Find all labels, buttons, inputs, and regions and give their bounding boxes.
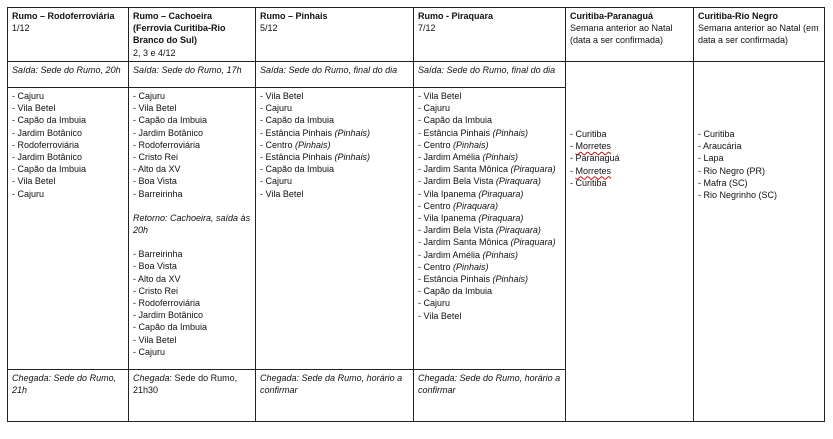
stop-name: Cajuru	[17, 188, 45, 199]
stop-list	[260, 90, 409, 200]
stop-name: Rio Negro (PR)	[703, 165, 766, 176]
route-list	[698, 64, 820, 201]
stop-name: Jardim Santa Mônica	[423, 164, 511, 175]
stop-item	[698, 189, 820, 201]
bullet-dash: -	[570, 129, 576, 139]
stop-item	[418, 102, 561, 114]
stop-item	[418, 212, 561, 224]
stop-item	[418, 175, 561, 187]
stop-item	[133, 102, 251, 114]
stop-municipality: (Piraquara)	[510, 237, 556, 248]
column-title: Rumo – Pinhais	[260, 11, 328, 21]
stop-name: Jardim Botânico	[138, 127, 204, 138]
stop-item	[698, 165, 820, 177]
stop-name: Curitiba	[703, 129, 735, 139]
stops-cell	[414, 88, 566, 370]
stop-item	[418, 297, 561, 309]
stop-name: Estância Pinhais	[423, 274, 493, 285]
stop-name: Jardim Botânico	[17, 152, 83, 163]
column-date: Semana anterior ao Natal (data a ser confirmada)	[570, 23, 673, 46]
stop-name: Boa Vista	[138, 176, 177, 187]
stop-municipality: (Piraquara)	[478, 213, 524, 224]
bullet-dash: -	[12, 152, 18, 163]
stop-item	[133, 309, 251, 321]
bullet-dash: -	[418, 213, 424, 224]
bullet-dash: -	[698, 129, 704, 139]
bullet-dash: -	[133, 334, 139, 345]
stop-name: Morretes	[575, 165, 612, 176]
stop-name: Mafra (SC)	[703, 177, 748, 188]
stop-name: Cajuru	[265, 103, 293, 114]
stop-municipality: (Pinhais)	[492, 127, 529, 138]
stop-name: Morretes	[575, 141, 612, 152]
stop-item	[570, 128, 689, 140]
stop-item	[570, 140, 689, 152]
bullet-dash: -	[260, 115, 266, 126]
stop-item	[260, 163, 409, 175]
stop-name: Barreirinha	[138, 249, 183, 260]
stop-name: Curitiba	[575, 177, 607, 188]
stop-item	[12, 151, 124, 163]
stop-item	[133, 260, 251, 272]
bullet-dash: -	[12, 91, 18, 101]
bullet-dash: -	[418, 310, 424, 321]
stop-municipality: (Pinhais)	[295, 139, 331, 150]
column-date: 5/12	[260, 23, 278, 34]
stop-item	[418, 224, 561, 236]
bullet-dash: -	[570, 141, 576, 152]
stop-item	[418, 188, 561, 200]
bullet-dash: -	[133, 273, 139, 284]
stop-item	[260, 139, 409, 151]
bullet-dash: -	[418, 139, 424, 150]
bullet-dash: -	[418, 286, 424, 297]
stop-name: Rodoferroviária	[138, 139, 201, 150]
bullet-dash: -	[418, 91, 424, 101]
stop-item	[260, 102, 409, 114]
bullet-dash: -	[260, 103, 266, 114]
bullet-dash: -	[133, 261, 139, 272]
route-list	[570, 64, 689, 189]
arrival-text: : Sede do Rumo, 21h30	[133, 373, 238, 396]
stop-item	[260, 151, 409, 163]
stop-item	[133, 163, 251, 175]
bullet-dash: -	[418, 274, 424, 285]
stop-item	[12, 139, 124, 151]
stop-name: Barreirinha	[138, 188, 183, 199]
stop-name: Jardim Santa Mônica	[423, 237, 511, 248]
stop-municipality: (Piraquara)	[453, 200, 499, 211]
stop-municipality: (Piraquara)	[495, 176, 541, 187]
stop-item	[698, 152, 820, 164]
stop-list	[12, 90, 124, 200]
stop-name: Cajuru	[423, 298, 451, 309]
stop-name: Capão da Imbuia	[423, 115, 493, 126]
bullet-dash: -	[133, 139, 139, 150]
stop-item	[570, 152, 689, 164]
stop-name: Capão da Imbuia	[423, 286, 493, 297]
return-stop-list	[133, 248, 251, 358]
header-cell	[256, 8, 414, 62]
bullet-dash: -	[698, 177, 704, 188]
bullet-dash: -	[133, 310, 139, 321]
arrival-label: Chegada	[133, 373, 170, 383]
stop-name: Jardim Bela Vista	[423, 176, 496, 187]
bullet-dash: -	[418, 225, 424, 236]
departure-row	[8, 62, 825, 88]
stop-item	[133, 114, 251, 126]
bullet-dash: -	[260, 91, 266, 101]
departure-cell: Saída: Sede do Rumo, final do dia	[414, 62, 566, 88]
stop-name: Cajuru	[17, 91, 45, 101]
stop-name: Estância Pinhais	[423, 127, 493, 138]
column-date: 2, 3 e 4/12	[133, 47, 176, 58]
stop-name: Curitiba	[575, 129, 607, 139]
bullet-dash: -	[418, 152, 424, 163]
stop-name: Jardim Amélia	[423, 249, 483, 260]
stop-municipality: (Piraquara)	[478, 188, 524, 199]
bullet-dash: -	[12, 176, 18, 187]
stop-item	[133, 248, 251, 260]
header-cell	[566, 8, 694, 62]
stop-name: Cristo Rei	[138, 152, 179, 163]
stop-item	[12, 127, 124, 139]
bullet-dash: -	[133, 164, 139, 175]
stop-name: Alto da XV	[138, 164, 181, 175]
stop-name: Vila Ipanema	[423, 213, 479, 224]
stop-name: Alto da XV	[138, 273, 181, 284]
stop-item	[12, 114, 124, 126]
bullet-dash: -	[260, 152, 266, 163]
stop-name: Jardim Botânico	[17, 127, 83, 138]
bullet-dash: -	[133, 103, 139, 114]
stop-name: Vila Betel	[265, 188, 304, 199]
stops-cell	[8, 88, 129, 370]
stop-item	[133, 151, 251, 163]
stop-item	[418, 236, 561, 248]
stop-name: Vila Betel	[138, 103, 177, 114]
header-cell	[694, 8, 825, 62]
stop-municipality: (Pinhais)	[482, 152, 519, 163]
stop-list	[418, 90, 561, 322]
stop-municipality: (Pinhais)	[334, 127, 371, 138]
bullet-dash: -	[12, 164, 18, 175]
stop-item	[570, 165, 689, 177]
bullet-dash: -	[418, 176, 424, 187]
route-cell-paranagua	[566, 62, 694, 422]
stop-name: Centro	[423, 139, 454, 150]
stop-item	[133, 297, 251, 309]
stop-item	[12, 163, 124, 175]
stop-name: Centro	[265, 139, 296, 150]
header-row	[8, 8, 825, 62]
stops-cell	[129, 88, 256, 370]
stop-name: Estância Pinhais	[265, 152, 335, 163]
column-date: Semana anterior ao Natal (em data a ser confirmada)	[698, 23, 819, 46]
bullet-dash: -	[418, 188, 424, 199]
arrival-cell: Chegada: Sede do Rumo, 21h	[8, 370, 129, 422]
stop-item	[12, 102, 124, 114]
stop-item	[12, 90, 124, 102]
bullet-dash: -	[133, 91, 139, 101]
bullet-dash: -	[260, 164, 266, 175]
stop-item	[418, 114, 561, 126]
stop-item	[418, 261, 561, 273]
bullet-dash: -	[133, 285, 139, 296]
stop-item	[133, 127, 251, 139]
stop-name: Capão da Imbuia	[265, 115, 335, 126]
bullet-dash: -	[260, 127, 266, 138]
stop-name: Vila Betel	[138, 334, 177, 345]
stop-item	[133, 90, 251, 102]
bullet-dash: -	[418, 261, 424, 272]
bullet-dash: -	[12, 127, 18, 138]
arrival-cell: Chegada: Sede do Rumo, horário a confirmar	[414, 370, 566, 422]
stop-name: Capão da Imbuia	[265, 164, 335, 175]
stop-name: Vila Betel	[423, 91, 462, 101]
stop-item	[133, 346, 251, 358]
bullet-dash: -	[260, 176, 266, 187]
arrival-cell: Chegada: Sede da Rumo, horário a confirmar	[256, 370, 414, 422]
column-title: Rumo – Cachoeira (Ferrovia Curitiba-Rio Branco do Sul)	[133, 11, 226, 46]
stop-item	[698, 128, 820, 140]
stop-item	[418, 151, 561, 163]
stop-name: Araucária	[703, 141, 742, 152]
departure-cell: Saída: Sede do Rumo, final do dia	[256, 62, 414, 88]
bullet-dash: -	[133, 127, 139, 138]
arrival-cell	[129, 370, 256, 422]
bullet-dash: -	[418, 103, 424, 114]
stop-name: Vila Betel	[265, 91, 304, 101]
stop-municipality: (Pinhais)	[334, 152, 371, 163]
stop-item	[418, 200, 561, 212]
column-title: Rumo – Rodoferroviária	[12, 11, 115, 21]
stop-item	[260, 90, 409, 102]
column-date: 1/12	[12, 23, 30, 34]
stop-municipality: (Piraquara)	[495, 225, 541, 236]
stop-name: Capão da Imbuia	[17, 115, 87, 126]
bullet-dash: -	[418, 237, 424, 248]
stop-municipality: (Pinhais)	[453, 139, 489, 150]
stop-item	[260, 188, 409, 200]
stop-name: Estância Pinhais	[265, 127, 335, 138]
stop-item	[260, 175, 409, 187]
stop-municipality: (Pinhais)	[482, 249, 519, 260]
stop-name: Vila Betel	[17, 103, 56, 114]
stop-item	[418, 249, 561, 261]
stop-name: Paranaguá	[575, 153, 620, 164]
stop-item	[260, 114, 409, 126]
stop-name: Vila Betel	[17, 176, 56, 187]
stop-name: Jardim Amélia	[423, 152, 483, 163]
stop-item	[133, 321, 251, 333]
stop-item	[418, 273, 561, 285]
bullet-dash: -	[133, 249, 139, 260]
column-date: 7/12	[418, 23, 436, 34]
bullet-dash: -	[418, 115, 424, 126]
stop-name: Vila Ipanema	[423, 188, 479, 199]
column-title: Curitiba-Rio Negro	[698, 11, 778, 21]
stop-name: Jardim Botânico	[138, 310, 204, 321]
header-cell	[414, 8, 566, 62]
stop-item	[418, 127, 561, 139]
bullet-dash: -	[133, 115, 139, 126]
departure-cell: Saída: Sede do Rumo, 17h	[129, 62, 256, 88]
stop-name: Rio Negrinho (SC)	[703, 190, 778, 201]
stop-name: Cristo Rei	[138, 285, 179, 296]
stop-item	[698, 140, 820, 152]
stop-name: Rodoferroviária	[17, 139, 80, 150]
bullet-dash: -	[418, 298, 424, 309]
bullet-dash: -	[133, 152, 139, 163]
stop-item	[12, 188, 124, 200]
bullet-dash: -	[133, 298, 139, 309]
stop-list	[133, 90, 251, 200]
stops-cell	[256, 88, 414, 370]
stop-name: Centro	[423, 200, 454, 211]
bullet-dash: -	[260, 139, 266, 150]
stop-name: Boa Vista	[138, 261, 177, 272]
stop-municipality: (Pinhais)	[453, 261, 489, 272]
stop-item	[133, 334, 251, 346]
bullet-dash: -	[570, 153, 576, 164]
column-title: Curitiba-Paranaguá	[570, 11, 654, 21]
stop-item	[133, 175, 251, 187]
stop-name: Capão da Imbuia	[17, 164, 87, 175]
stop-name: Cajuru	[423, 103, 451, 114]
stop-item	[418, 90, 561, 102]
stop-item	[12, 175, 124, 187]
bullet-dash: -	[698, 165, 704, 176]
stop-item	[698, 177, 820, 189]
bullet-dash: -	[698, 141, 704, 152]
stop-municipality: (Piraquara)	[510, 164, 556, 175]
stop-name: Cajuru	[138, 91, 166, 101]
header-cell	[8, 8, 129, 62]
stop-item	[418, 163, 561, 175]
schedule-table	[7, 7, 825, 422]
stop-item	[133, 285, 251, 297]
bullet-dash: -	[570, 165, 576, 176]
bullet-dash: -	[133, 188, 139, 199]
stop-item	[133, 139, 251, 151]
stop-name: Rodoferroviária	[138, 298, 201, 309]
return-note: Retorno: Cachoeira, saída às 20h	[133, 212, 251, 236]
stop-item	[418, 139, 561, 151]
stop-item	[418, 310, 561, 322]
bullet-dash: -	[570, 177, 576, 188]
bullet-dash: -	[698, 190, 704, 201]
bullet-dash: -	[418, 164, 424, 175]
departure-cell: Saída: Sede do Rumo, 20h	[8, 62, 129, 88]
bullet-dash: -	[698, 153, 704, 164]
stop-name: Cajuru	[265, 176, 293, 187]
stop-name: Capão da Imbuia	[138, 322, 208, 333]
stop-name: Capão da Imbuia	[138, 115, 208, 126]
bullet-dash: -	[133, 346, 139, 357]
column-title: Rumo - Piraquara	[418, 11, 494, 21]
stop-item	[260, 127, 409, 139]
bullet-dash: -	[12, 139, 18, 150]
stop-name: Jardim Bela Vista	[423, 225, 496, 236]
bullet-dash: -	[12, 115, 18, 126]
stop-item	[570, 177, 689, 189]
route-cell-rio-negro	[694, 62, 825, 422]
stop-item	[133, 188, 251, 200]
stop-municipality: (Pinhais)	[492, 274, 529, 285]
bullet-dash: -	[418, 249, 424, 260]
stop-name: Centro	[423, 261, 454, 272]
bullet-dash: -	[12, 103, 18, 114]
bullet-dash: -	[12, 188, 18, 199]
header-cell	[129, 8, 256, 62]
stop-name: Lapa	[703, 153, 724, 164]
stop-name: Cajuru	[138, 346, 166, 357]
bullet-dash: -	[418, 127, 424, 138]
bullet-dash: -	[133, 176, 139, 187]
bullet-dash: -	[133, 322, 139, 333]
stop-item	[418, 285, 561, 297]
bullet-dash: -	[260, 188, 266, 199]
bullet-dash: -	[418, 200, 424, 211]
stop-name: Vila Betel	[423, 310, 462, 321]
stop-item	[133, 273, 251, 285]
